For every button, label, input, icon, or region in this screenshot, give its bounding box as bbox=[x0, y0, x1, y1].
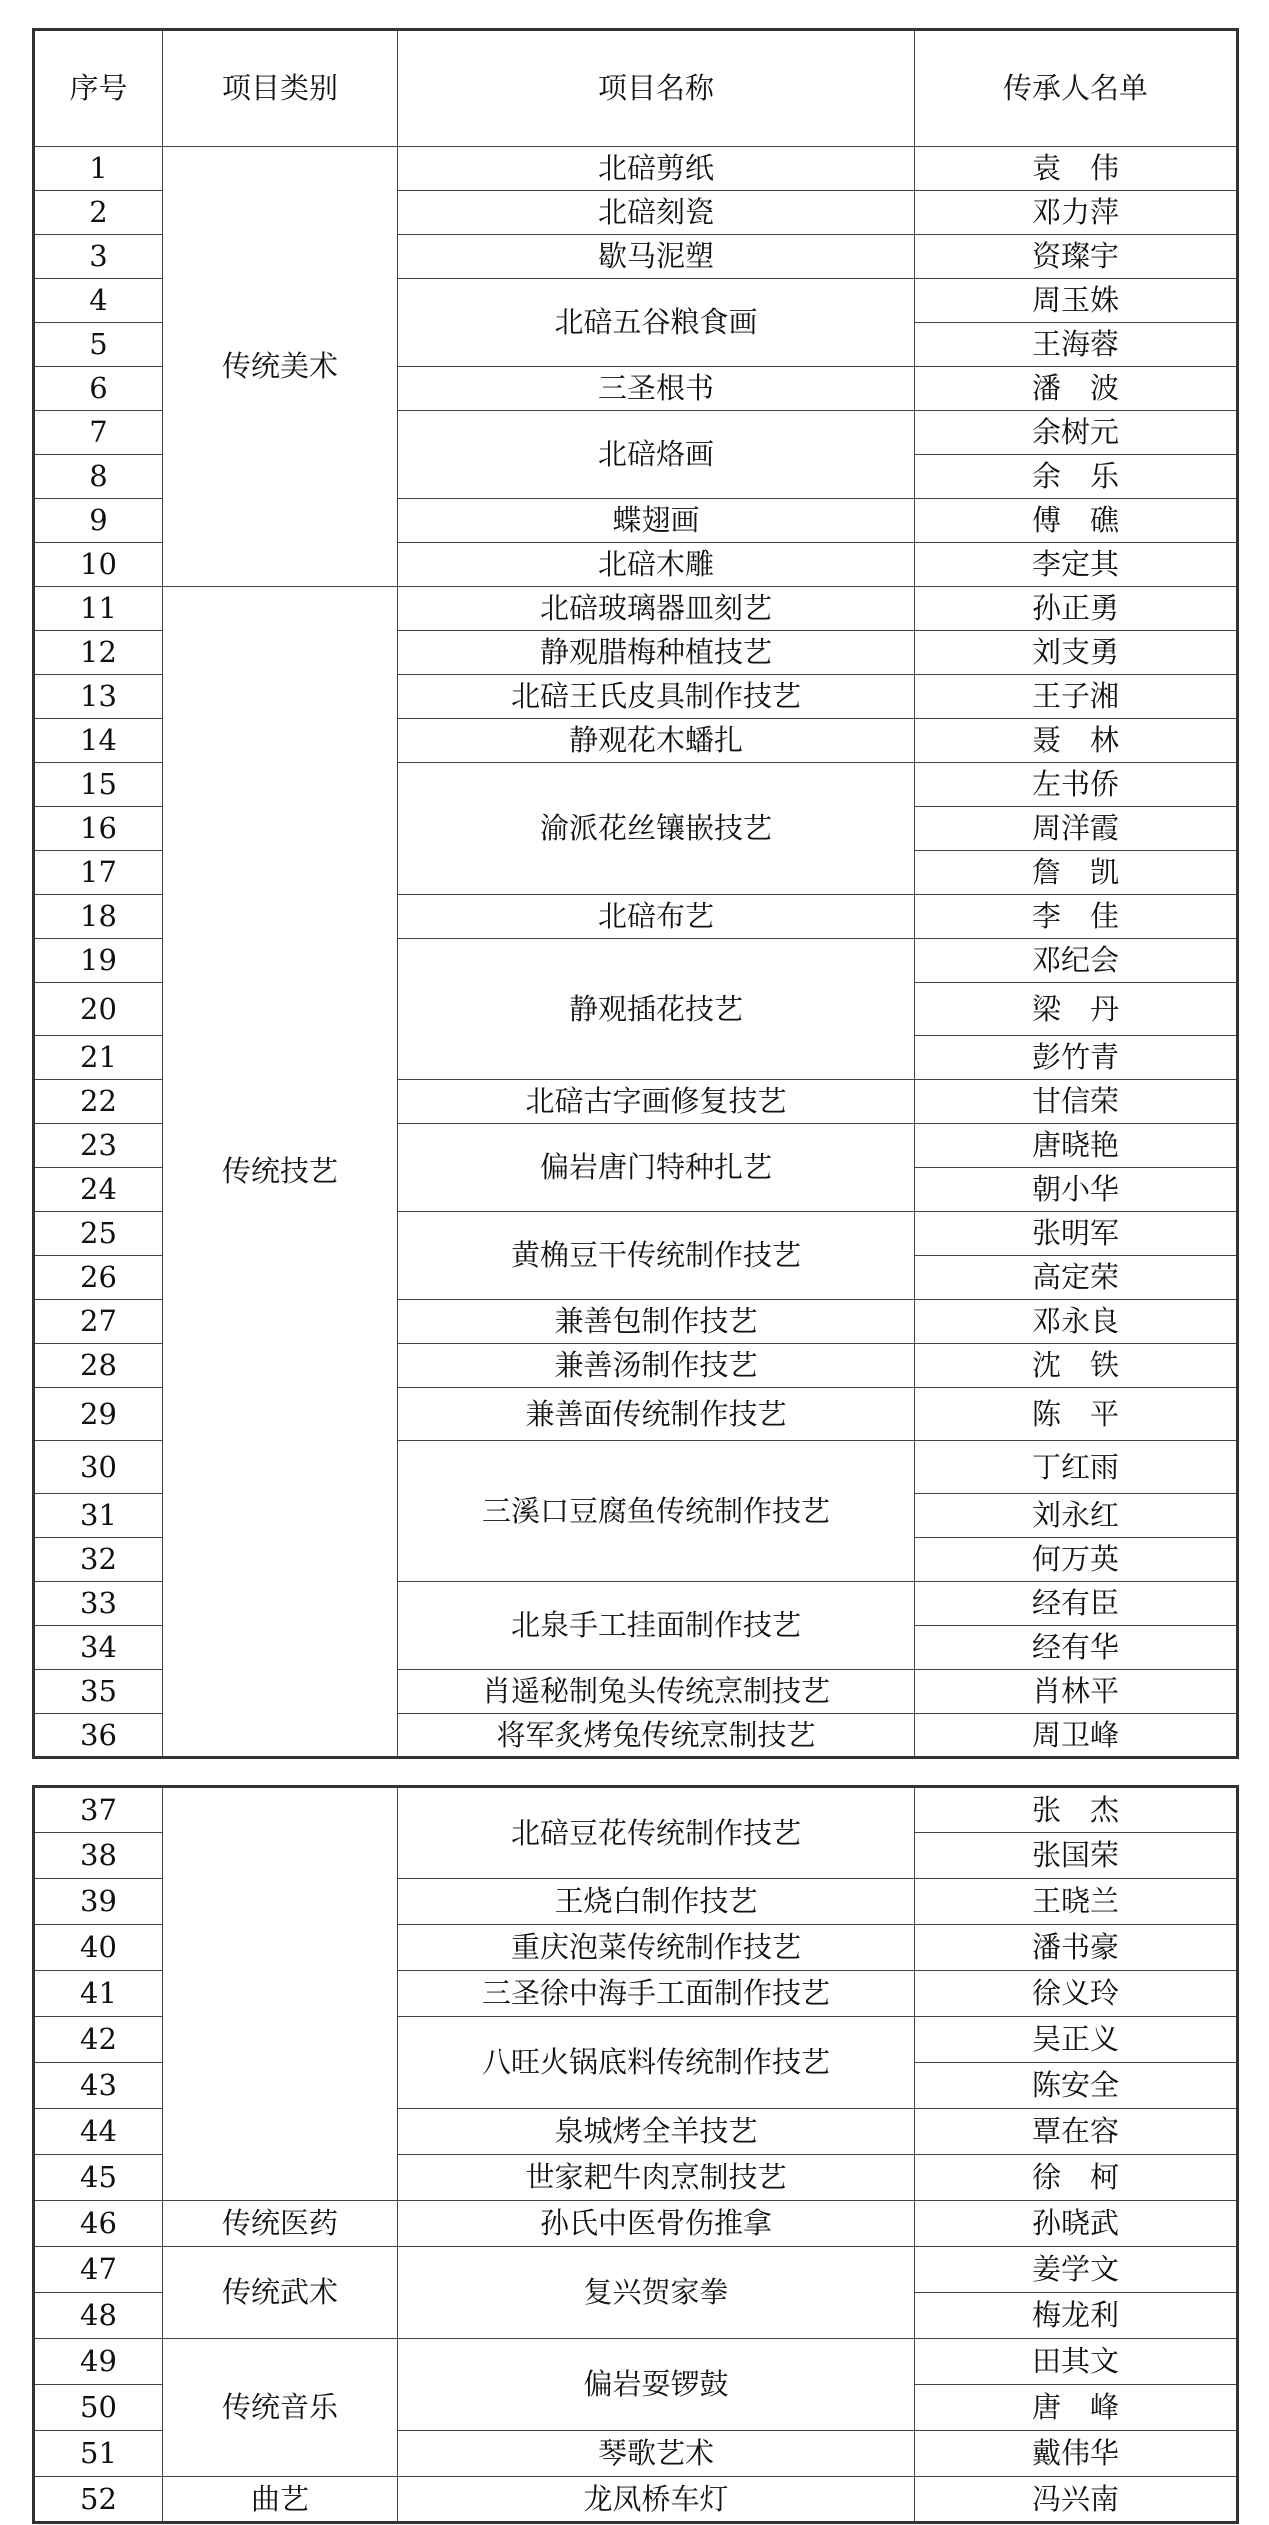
row-number: 37 bbox=[34, 1787, 163, 1833]
project-name: 北碚豆花传统制作技艺 bbox=[398, 1787, 915, 1879]
project-name: 三圣徐中海手工面制作技艺 bbox=[398, 1971, 915, 2017]
row-number: 1 bbox=[34, 147, 163, 191]
inheritor-name: 周卫峰 bbox=[915, 1714, 1238, 1758]
inheritor-name: 覃在容 bbox=[915, 2109, 1238, 2155]
row-number: 4 bbox=[34, 279, 163, 323]
project-name: 北碚玻璃器皿刻艺 bbox=[398, 587, 915, 631]
project-name: 偏岩唐门特种扎艺 bbox=[398, 1124, 915, 1212]
project-name: 王烧白制作技艺 bbox=[398, 1879, 915, 1925]
project-name: 龙凤桥车灯 bbox=[398, 2477, 915, 2523]
inheritor-name: 张明军 bbox=[915, 1212, 1238, 1256]
inheritor-name: 潘书豪 bbox=[915, 1925, 1238, 1971]
table-row bbox=[34, 1787, 1238, 1833]
row-number: 16 bbox=[34, 807, 163, 851]
table-row bbox=[34, 587, 1238, 631]
project-name: 静观插花技艺 bbox=[398, 939, 915, 1080]
inheritor-name: 徐 柯 bbox=[915, 2155, 1238, 2201]
row-number: 21 bbox=[34, 1036, 163, 1080]
inheritor-name: 姜学文 bbox=[915, 2247, 1238, 2293]
project-name: 黄桷豆干传统制作技艺 bbox=[398, 1212, 915, 1300]
row-number: 29 bbox=[34, 1388, 163, 1441]
project-name: 三圣根书 bbox=[398, 367, 915, 411]
row-number: 38 bbox=[34, 1833, 163, 1879]
project-category: 传统音乐 bbox=[163, 2339, 398, 2477]
project-name: 北碚烙画 bbox=[398, 411, 915, 499]
row-number: 7 bbox=[34, 411, 163, 455]
row-number: 42 bbox=[34, 2017, 163, 2063]
row-number: 2 bbox=[34, 191, 163, 235]
project-name: 歇马泥塑 bbox=[398, 235, 915, 279]
inheritor-name: 陈安全 bbox=[915, 2063, 1238, 2109]
row-number: 22 bbox=[34, 1080, 163, 1124]
row-number: 44 bbox=[34, 2109, 163, 2155]
row-number: 12 bbox=[34, 631, 163, 675]
project-name: 八旺火锅底料传统制作技艺 bbox=[398, 2017, 915, 2109]
row-number: 46 bbox=[34, 2201, 163, 2247]
project-name: 北碚刻瓷 bbox=[398, 191, 915, 235]
row-number: 19 bbox=[34, 939, 163, 983]
row-number: 47 bbox=[34, 2247, 163, 2293]
project-name: 兼善面传统制作技艺 bbox=[398, 1388, 915, 1441]
row-number: 51 bbox=[34, 2431, 163, 2477]
inheritor-name: 周玉姝 bbox=[915, 279, 1238, 323]
project-name: 三溪口豆腐鱼传统制作技艺 bbox=[398, 1441, 915, 1582]
inheritor-name: 甘信荣 bbox=[915, 1080, 1238, 1124]
project-category: 曲艺 bbox=[163, 2477, 398, 2523]
inheritor-name: 潘 波 bbox=[915, 367, 1238, 411]
inheritor-name: 左书侨 bbox=[915, 763, 1238, 807]
inheritor-name: 高定荣 bbox=[915, 1256, 1238, 1300]
inheritor-name: 梅龙利 bbox=[915, 2293, 1238, 2339]
project-name: 渝派花丝镶嵌技艺 bbox=[398, 763, 915, 895]
project-name: 静观腊梅种植技艺 bbox=[398, 631, 915, 675]
header-inheritors: 传承人名单 bbox=[915, 30, 1238, 147]
row-number: 26 bbox=[34, 1256, 163, 1300]
row-number: 23 bbox=[34, 1124, 163, 1168]
row-number: 27 bbox=[34, 1300, 163, 1344]
inheritor-name: 聂 林 bbox=[915, 719, 1238, 763]
project-name: 北泉手工挂面制作技艺 bbox=[398, 1582, 915, 1670]
inheritor-name: 经有华 bbox=[915, 1626, 1238, 1670]
project-name: 将军炙烤兔传统烹制技艺 bbox=[398, 1714, 915, 1758]
table-header-row bbox=[34, 30, 1238, 147]
inheritor-name: 孙正勇 bbox=[915, 587, 1238, 631]
inheritors-table-part-1 bbox=[32, 28, 1239, 1759]
project-name: 蝶翅画 bbox=[398, 499, 915, 543]
table-body-2 bbox=[34, 1787, 1238, 2523]
inheritor-name: 田其文 bbox=[915, 2339, 1238, 2385]
row-number: 25 bbox=[34, 1212, 163, 1256]
table-row bbox=[34, 2339, 1238, 2385]
row-number: 49 bbox=[34, 2339, 163, 2385]
row-number: 31 bbox=[34, 1494, 163, 1538]
project-name: 肖遥秘制兔头传统烹制技艺 bbox=[398, 1670, 915, 1714]
project-name: 兼善汤制作技艺 bbox=[398, 1344, 915, 1388]
inheritor-name: 王晓兰 bbox=[915, 1879, 1238, 1925]
row-number: 35 bbox=[34, 1670, 163, 1714]
row-number: 41 bbox=[34, 1971, 163, 2017]
inheritor-name: 丁红雨 bbox=[915, 1441, 1238, 1494]
inheritor-name: 经有臣 bbox=[915, 1582, 1238, 1626]
row-number: 39 bbox=[34, 1879, 163, 1925]
row-number: 24 bbox=[34, 1168, 163, 1212]
inheritor-name: 詹 凯 bbox=[915, 851, 1238, 895]
row-number: 11 bbox=[34, 587, 163, 631]
row-number: 50 bbox=[34, 2385, 163, 2431]
inheritor-name: 刘支勇 bbox=[915, 631, 1238, 675]
inheritor-name: 余 乐 bbox=[915, 455, 1238, 499]
header-category: 项目类别 bbox=[163, 30, 398, 147]
project-name: 世家耙牛肉烹制技艺 bbox=[398, 2155, 915, 2201]
project-name: 偏岩耍锣鼓 bbox=[398, 2339, 915, 2431]
inheritor-name: 资璨宇 bbox=[915, 235, 1238, 279]
inheritor-name: 梁 丹 bbox=[915, 983, 1238, 1036]
inheritor-name: 沈 铁 bbox=[915, 1344, 1238, 1388]
row-number: 36 bbox=[34, 1714, 163, 1758]
row-number: 14 bbox=[34, 719, 163, 763]
inheritor-name: 李定其 bbox=[915, 543, 1238, 587]
row-number: 34 bbox=[34, 1626, 163, 1670]
row-number: 28 bbox=[34, 1344, 163, 1388]
inheritor-name: 徐义玲 bbox=[915, 1971, 1238, 2017]
row-number: 17 bbox=[34, 851, 163, 895]
project-name: 兼善包制作技艺 bbox=[398, 1300, 915, 1344]
inheritor-name: 刘永红 bbox=[915, 1494, 1238, 1538]
row-number: 8 bbox=[34, 455, 163, 499]
inheritor-name: 彭竹青 bbox=[915, 1036, 1238, 1080]
table-row bbox=[34, 2247, 1238, 2293]
table-row bbox=[34, 2201, 1238, 2247]
row-number: 6 bbox=[34, 367, 163, 411]
inheritor-name: 余树元 bbox=[915, 411, 1238, 455]
inheritor-name: 张国荣 bbox=[915, 1833, 1238, 1879]
inheritor-name: 朝小华 bbox=[915, 1168, 1238, 1212]
inheritor-name: 王海蓉 bbox=[915, 323, 1238, 367]
inheritor-name: 吴正义 bbox=[915, 2017, 1238, 2063]
project-name: 北碚五谷粮食画 bbox=[398, 279, 915, 367]
inheritor-name: 邓力萍 bbox=[915, 191, 1238, 235]
project-name: 静观花木蟠扎 bbox=[398, 719, 915, 763]
project-name: 北碚布艺 bbox=[398, 895, 915, 939]
project-category: 传统武术 bbox=[163, 2247, 398, 2339]
inheritor-name: 孙晓武 bbox=[915, 2201, 1238, 2247]
inheritor-name: 王子湘 bbox=[915, 675, 1238, 719]
inheritor-name: 戴伟华 bbox=[915, 2431, 1238, 2477]
row-number: 48 bbox=[34, 2293, 163, 2339]
row-number: 3 bbox=[34, 235, 163, 279]
project-category: 传统美术 bbox=[163, 147, 398, 587]
row-number: 13 bbox=[34, 675, 163, 719]
inheritor-name: 邓永良 bbox=[915, 1300, 1238, 1344]
inheritors-table-part-2 bbox=[32, 1785, 1239, 2524]
row-number: 33 bbox=[34, 1582, 163, 1626]
row-number: 45 bbox=[34, 2155, 163, 2201]
project-name: 北碚剪纸 bbox=[398, 147, 915, 191]
header-project: 项目名称 bbox=[398, 30, 915, 147]
inheritor-name: 周洋霞 bbox=[915, 807, 1238, 851]
project-name: 复兴贺家拳 bbox=[398, 2247, 915, 2339]
inheritor-name: 李 佳 bbox=[915, 895, 1238, 939]
row-number: 10 bbox=[34, 543, 163, 587]
project-name: 重庆泡菜传统制作技艺 bbox=[398, 1925, 915, 1971]
inheritor-name: 陈 平 bbox=[915, 1388, 1238, 1441]
table-row bbox=[34, 147, 1238, 191]
row-number: 5 bbox=[34, 323, 163, 367]
row-number: 20 bbox=[34, 983, 163, 1036]
project-category: 传统技艺 bbox=[163, 587, 398, 1758]
project-name: 北碚木雕 bbox=[398, 543, 915, 587]
row-number: 15 bbox=[34, 763, 163, 807]
inheritor-name: 袁 伟 bbox=[915, 147, 1238, 191]
inheritor-name: 何万英 bbox=[915, 1538, 1238, 1582]
header-no: 序号 bbox=[34, 30, 163, 147]
inheritor-name: 傅 礁 bbox=[915, 499, 1238, 543]
inheritor-name: 冯兴南 bbox=[915, 2477, 1238, 2523]
project-category bbox=[163, 1787, 398, 2201]
table-body-1 bbox=[34, 147, 1238, 1758]
project-name: 北碚古字画修复技艺 bbox=[398, 1080, 915, 1124]
project-name: 北碚王氏皮具制作技艺 bbox=[398, 675, 915, 719]
project-name: 琴歌艺术 bbox=[398, 2431, 915, 2477]
inheritor-name: 唐晓艳 bbox=[915, 1124, 1238, 1168]
inheritor-name: 肖林平 bbox=[915, 1670, 1238, 1714]
row-number: 9 bbox=[34, 499, 163, 543]
row-number: 30 bbox=[34, 1441, 163, 1494]
inheritor-name: 唐 峰 bbox=[915, 2385, 1238, 2431]
project-name: 泉城烤全羊技艺 bbox=[398, 2109, 915, 2155]
row-number: 43 bbox=[34, 2063, 163, 2109]
row-number: 40 bbox=[34, 1925, 163, 1971]
inheritor-name: 邓纪会 bbox=[915, 939, 1238, 983]
inheritor-name: 张 杰 bbox=[915, 1787, 1238, 1833]
table-row bbox=[34, 2477, 1238, 2523]
project-category: 传统医药 bbox=[163, 2201, 398, 2247]
row-number: 18 bbox=[34, 895, 163, 939]
row-number: 32 bbox=[34, 1538, 163, 1582]
row-number: 52 bbox=[34, 2477, 163, 2523]
project-name: 孙氏中医骨伤推拿 bbox=[398, 2201, 915, 2247]
